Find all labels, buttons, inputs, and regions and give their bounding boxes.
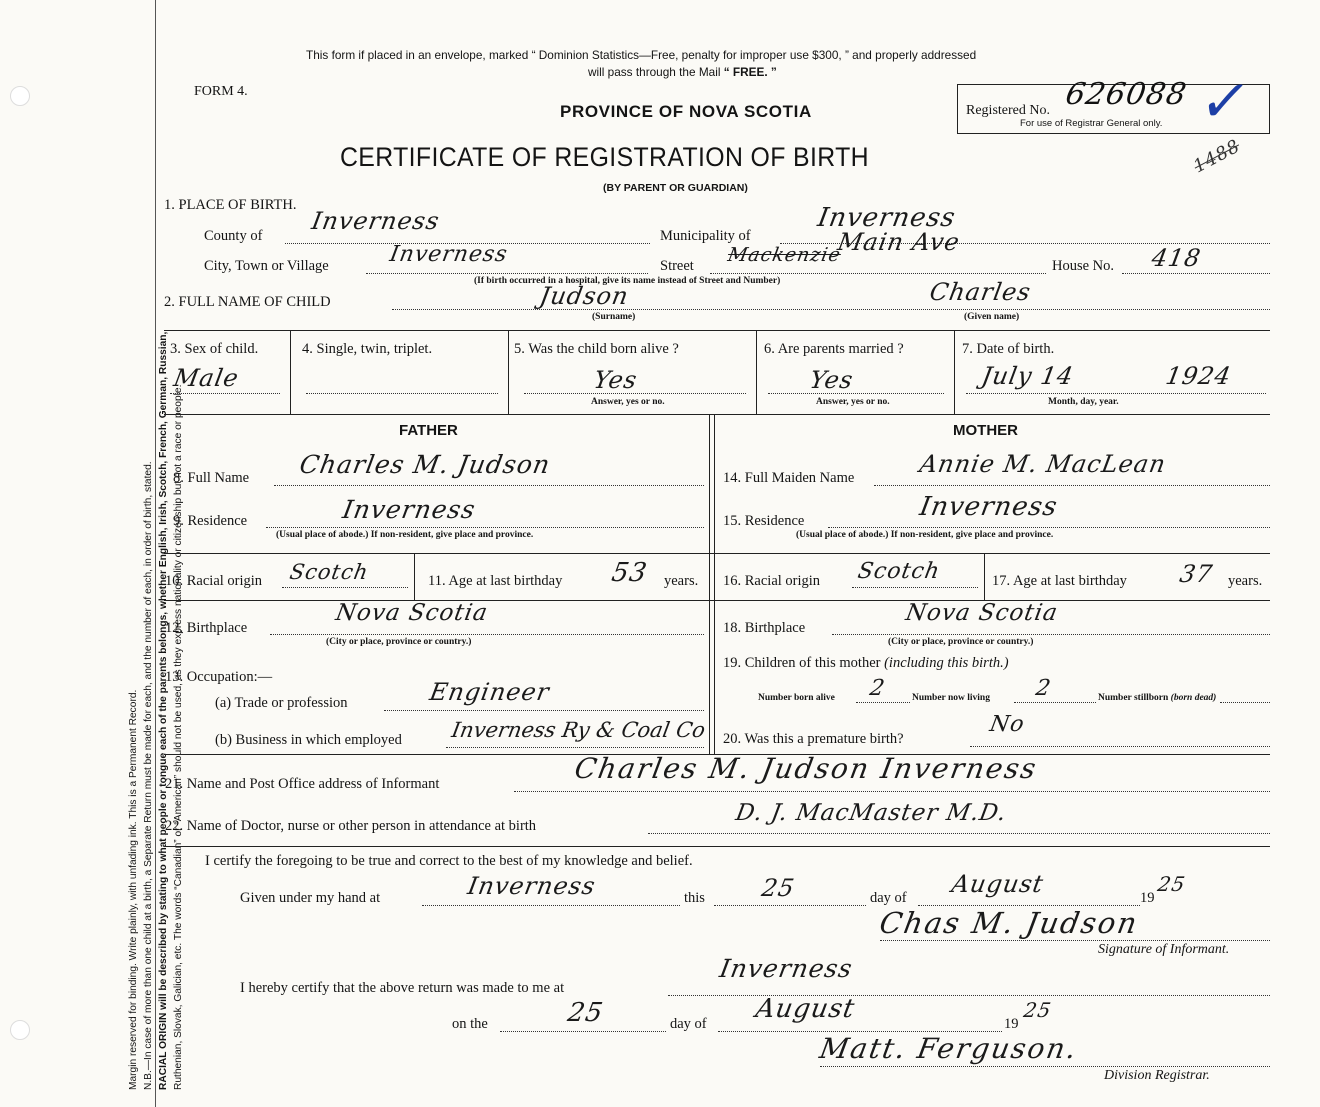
margin-line-2: N.B.—In case of more than one child at a birth, a Separate Return must be made for each, and the number of each, in order of birth, stated. [143, 461, 154, 1090]
county-label: County of [204, 228, 263, 244]
father-racial-line [282, 587, 408, 588]
father-residence-caption: (Usual place of abode.) If non-resident, give place and province. [276, 530, 534, 540]
mother-birthplace-label: 18. Birthplace [723, 620, 806, 636]
trade-value: Engineer [427, 678, 552, 706]
father-residence-value: Inverness [340, 495, 478, 524]
registrar-month: August [753, 994, 858, 1024]
certify-statement: I certify the foregoing to be true and correct to the best of my knowledge and belief. [205, 853, 693, 869]
alive-line [524, 393, 746, 394]
mother-racial-label: 16. Racial origin [723, 573, 821, 589]
married-value: Yes [807, 366, 856, 394]
province-heading: PROVINCE OF NOVA SCOTIA [560, 102, 812, 121]
married-caption: Answer, yes or no. [816, 397, 890, 407]
dob-year: 1924 [1163, 362, 1234, 390]
child-surname: Judson [537, 282, 632, 310]
form-number: FORM 4. [194, 84, 248, 99]
dob-month-day: July 14 [979, 362, 1076, 390]
margin-line-1: Margin reserved for binding. Write plainly, with unfading ink. This is a Permanent Record. [128, 689, 139, 1090]
rule [414, 553, 415, 600]
father-racial-value: Scotch [287, 560, 371, 584]
rule [164, 846, 1270, 847]
rule [756, 330, 757, 414]
father-age-unit: years. [664, 573, 699, 589]
alive-value: Yes [591, 366, 640, 394]
premature-label: 20. Was this a premature birth? [723, 731, 904, 747]
stillborn-line [1220, 702, 1270, 703]
informant-signature: Chas M. Judson [877, 906, 1142, 940]
registered-box [957, 67, 1270, 135]
business-line [446, 747, 704, 748]
street-struck-text: Mackenzie [726, 244, 843, 266]
margin-line-4: Ruthenian, Slovak, Galician, etc. The words “Canadian” or “American” should not be used, as they express nationality or citizenship but not a race or people. [173, 384, 184, 1090]
rule [164, 553, 1270, 554]
father-residence-label: 9. Residence [173, 513, 248, 529]
margin-line-3: RACIAL ORIGIN will be described by stating to what people or tongue each of the parents belongs, whether English, Irish, Scotch, French, German, Russian, [158, 331, 169, 1090]
street-line [710, 273, 1046, 274]
house-label: House No. [1052, 258, 1115, 274]
mother-age-label: 17. Age at last birthday [992, 573, 1127, 589]
occupation-label: 13. Occupation:— [165, 669, 273, 685]
rule [164, 600, 1270, 601]
mother-racial-line [852, 587, 978, 588]
plurality-line [306, 393, 498, 394]
rule [164, 414, 1270, 415]
punch-hole [10, 1020, 30, 1040]
signature-caption: Signature of Informant. [1098, 942, 1230, 957]
registrar-year-prefix: 19 [1004, 1016, 1019, 1032]
rule [984, 553, 985, 600]
living-line [1014, 702, 1096, 703]
sex-label: 3. Sex of child. [170, 341, 259, 357]
sex-value: Male [171, 364, 242, 392]
city-label: City, Town or Village [204, 258, 329, 274]
stillborn-note: (born dead) [1170, 693, 1217, 703]
alive-caption: Answer, yes or no. [591, 397, 665, 407]
mail-notice-2 [588, 65, 777, 79]
column-divider [714, 414, 715, 754]
given-label: Given under my hand at [240, 890, 381, 906]
registrar-caption: Division Registrar. [1104, 1068, 1210, 1083]
child-name-label: 2. FULL NAME OF CHILD [164, 294, 331, 310]
check-mark: ✓ [1195, 67, 1256, 135]
registrar-day-line [500, 1031, 666, 1032]
registered-label: Registered No. [966, 103, 1050, 118]
hospital-note: (If birth occurred in a hospital, give its name instead of Street and Number) [474, 276, 781, 286]
mother-birthplace-caption: (City or place, province or country.) [888, 637, 1034, 647]
doctor-label: 22. Name of Doctor, nurse or other person in attendance at birth [165, 818, 537, 834]
living-label: Number now living [912, 693, 990, 703]
mother-name-line [874, 485, 1270, 486]
children-note: (including this birth.) [884, 655, 1009, 671]
born-alive-label: Number born alive [758, 693, 835, 703]
punch-hole [10, 86, 30, 106]
children-label [723, 655, 1009, 672]
on-the-label: on the [452, 1016, 488, 1032]
given-caption: (Given name) [964, 312, 1020, 322]
father-age-value: 53 [609, 558, 650, 588]
premature-line [970, 746, 1270, 747]
mother-residence-value: Inverness [917, 492, 1060, 522]
certificate-title: CERTIFICATE OF REGISTRATION OF BIRTH [340, 142, 869, 172]
mother-name-label: 14. Full Maiden Name [723, 470, 855, 486]
mother-age-unit: years. [1228, 573, 1263, 589]
signature-line [880, 940, 1270, 941]
trade-label: (a) Trade or profession [215, 695, 348, 711]
trade-line [384, 710, 704, 711]
house-line [1122, 273, 1270, 274]
registrar-place: Inverness [717, 954, 855, 983]
stamp-number: 1488 [1189, 135, 1244, 178]
city-value: Inverness [387, 242, 510, 267]
certify-month: August [949, 870, 1047, 898]
certify-year: 25 [1155, 872, 1188, 896]
mail-notice: This form if placed in an envelope, marked “ Dominion Statistics—Free, penalty for improper use $300, ” and properly addressed [306, 48, 977, 62]
certificate-subtitle: (BY PARENT OR GUARDIAN) [603, 182, 748, 194]
mother-name-value: Annie M. MacLean [917, 450, 1169, 478]
living-value: 2 [1033, 676, 1054, 701]
county-value: Inverness [309, 207, 442, 235]
father-age-label: 11. Age at last birthday [428, 573, 563, 589]
this-label: this [684, 890, 705, 906]
column-divider [709, 414, 710, 754]
father-residence-line [266, 527, 704, 528]
child-given-name: Charles [927, 278, 1034, 306]
father-name-label: 8. Full Name [173, 470, 250, 486]
father-birthplace-value: Nova Scotia [333, 600, 491, 626]
married-label: 6. Are parents married ? [764, 341, 904, 357]
street-struck [726, 244, 843, 266]
city-line [366, 273, 648, 274]
place-of-birth-label: 1. PLACE OF BIRTH. [164, 197, 297, 213]
given-place: Inverness [465, 872, 598, 900]
rule [954, 330, 955, 414]
street-value: Main Ave [835, 228, 963, 256]
father-name-line [274, 485, 704, 486]
house-value: 418 [1149, 244, 1204, 272]
informant-line [514, 791, 1270, 792]
informant-value: Charles M. Judson Inverness [572, 752, 1041, 785]
stillborn-label-text: Number stillborn [1098, 693, 1169, 703]
margin-instructions [126, 0, 186, 1090]
registrar-statement: I hereby certify that the above return was made to me at [240, 980, 565, 996]
year-prefix: 19 [1140, 890, 1155, 906]
mother-age-value: 37 [1177, 560, 1216, 588]
dob-label: 7. Date of birth. [962, 341, 1055, 357]
registered-note: For use of Registrar General only. [1020, 118, 1163, 129]
doctor-line [648, 833, 1270, 834]
margin-rule [155, 0, 156, 1107]
father-birthplace-caption: (City or place, province or country.) [326, 637, 472, 647]
registered-number: 626088 [1062, 77, 1190, 112]
municipality-value: Inverness [815, 203, 958, 233]
sex-line [170, 393, 280, 394]
mail-notice-text: will pass through the Mail [588, 65, 721, 79]
stillborn-label [1098, 693, 1216, 703]
rule [164, 330, 1270, 331]
street-label: Street [660, 258, 694, 274]
registrar-year: 25 [1021, 998, 1054, 1022]
dob-caption: Month, day, year. [1048, 397, 1119, 407]
municipality-label: Municipality of [660, 228, 751, 244]
father-birthplace-label: 12. Birthplace [165, 620, 248, 636]
registrar-day: 25 [565, 998, 606, 1028]
registrar-signature: Matt. Ferguson. [817, 1032, 1081, 1065]
mother-heading: MOTHER [953, 422, 1018, 439]
given-place-line [422, 905, 680, 906]
mother-birthplace-value: Nova Scotia [903, 600, 1061, 626]
surname-caption: (Surname) [592, 312, 636, 322]
alive-label: 5. Was the child born alive ? [514, 341, 679, 357]
mail-free: “ FREE. ” [723, 65, 777, 79]
mother-residence-line [828, 527, 1270, 528]
business-label: (b) Business in which employed [215, 732, 402, 748]
married-line [768, 393, 944, 394]
plurality-label: 4. Single, twin, triplet. [302, 341, 433, 357]
born-alive-line [856, 702, 910, 703]
premature-value: No [987, 712, 1027, 737]
binding-margin [56, 0, 184, 1107]
certify-day: 25 [759, 874, 798, 902]
informant-label: 21. Name and Post Office address of Informant [165, 776, 440, 792]
child-name-line [392, 309, 1270, 310]
father-heading: FATHER [399, 422, 458, 439]
mother-birthplace-line [832, 634, 1270, 635]
born-alive-value: 2 [867, 676, 888, 701]
struck-stamp-number [1190, 136, 1244, 178]
rule [290, 330, 291, 414]
business-value: Inverness Ry & Coal Co [449, 718, 708, 742]
mother-residence-caption: (Usual place of abode.) If non-resident, give place and province. [796, 530, 1054, 540]
registrar-signature-line [820, 1066, 1270, 1067]
doctor-value: D. J. MacMaster M.D. [733, 800, 1009, 826]
father-name-value: Charles M. Judson [297, 450, 553, 479]
rule [508, 330, 509, 414]
children-label-text: 19. Children of this mother [723, 655, 881, 671]
registrar-day-of-label: day of [670, 1016, 707, 1032]
day-line [714, 905, 866, 906]
mother-racial-value: Scotch [855, 559, 943, 584]
mother-residence-label: 15. Residence [723, 513, 805, 529]
dob-line [966, 393, 1266, 394]
day-of-label: day of [870, 890, 907, 906]
father-racial-label: 10. Racial origin [165, 573, 263, 589]
father-birthplace-line [270, 634, 704, 635]
